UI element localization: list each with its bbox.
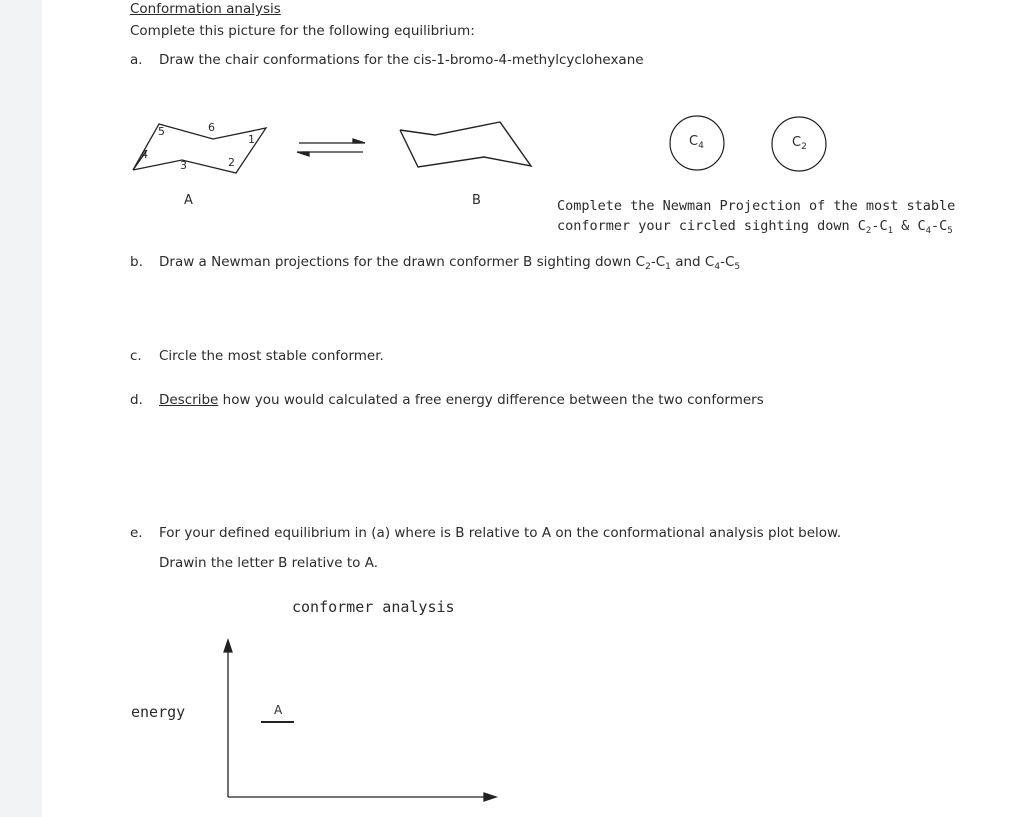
plot-ylabel: energy xyxy=(131,703,186,721)
question-a-letter: a. xyxy=(130,52,143,68)
question-c-letter: c. xyxy=(130,348,142,364)
c2-label: $C_2$ xyxy=(792,135,807,152)
question-b-letter: b. xyxy=(130,254,143,270)
chair-b-label: B xyxy=(472,193,481,208)
chair-b-drawing xyxy=(400,122,531,167)
newman-note-line1: Complete the Newman Projection of the most stable xyxy=(557,198,956,214)
describe-word: Describe xyxy=(159,392,219,408)
question-a-text: Draw the chair conformations for the cis-1-bromo-4-methylcyclohexane xyxy=(159,52,644,68)
plot-title: conformer analysis xyxy=(292,598,455,616)
atom-number-2: 2 xyxy=(228,156,235,169)
equilibrium-arrows xyxy=(297,139,365,156)
question-e-line2: Drawin the letter B relative to A. xyxy=(159,555,378,571)
atom-number-6: 6 xyxy=(208,121,215,134)
question-c-text: Circle the most stable conformer. xyxy=(159,348,384,364)
question-d-text: Describe how you would calculated a free energy difference between the two conformers xyxy=(159,392,764,408)
atom-number-5: 5 xyxy=(158,125,165,138)
c4-label: $C_4$ xyxy=(689,134,704,151)
question-d-letter: d. xyxy=(130,392,143,408)
question-e-text: For your defined equilibrium in (a) where is B relative to A on the conformational analysis plot below. xyxy=(159,525,842,541)
atom-number-4: 4 xyxy=(141,148,148,161)
page-title: Conformation analysis xyxy=(130,1,281,17)
energy-level-a-label: A xyxy=(274,703,283,717)
intro-text: Complete this picture for the following equilibrium: xyxy=(130,23,475,39)
question-e-letter: e. xyxy=(130,525,143,541)
question-b-text: Draw a Newman projections for the drawn conformer B sighting down $C_2-C_1$ and $C_4-C_5$ xyxy=(159,254,741,272)
chair-a-drawing xyxy=(133,124,266,173)
chair-a-label: A xyxy=(184,193,193,208)
atom-number-3: 3 xyxy=(180,159,187,172)
newman-note-line2: conformer your circled sighting down $C_2-C_1$ & $C_4-C_5$ xyxy=(557,218,953,236)
plot-axes xyxy=(224,640,496,801)
atom-number-1: 1 xyxy=(248,133,255,146)
